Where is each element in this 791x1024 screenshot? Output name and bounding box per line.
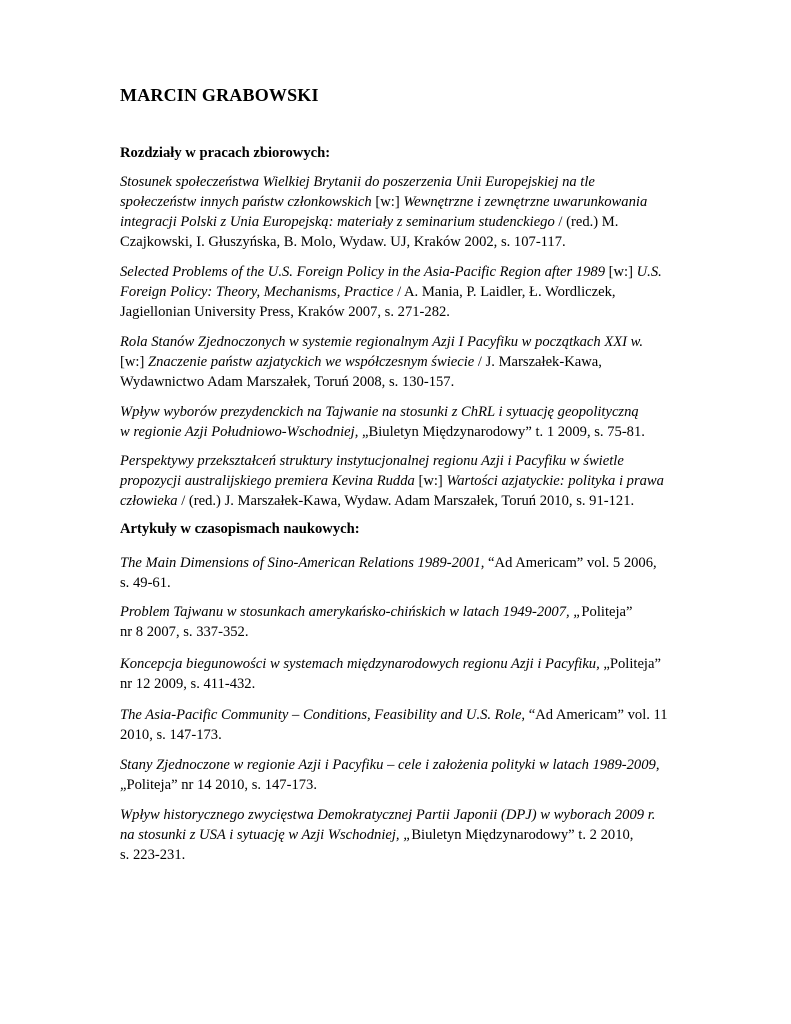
entry-text: nr 8 2007, s. 337-352. <box>120 624 249 640</box>
entry-text: Jagiellonian University Press, Kraków 2007, s. 271-282. <box>120 304 450 320</box>
entry-text: / (red.) M. <box>554 214 619 230</box>
entry-line <box>120 212 680 232</box>
entry-text: “Ad Americam” vol. 11 <box>525 707 668 723</box>
entry-line <box>120 422 680 442</box>
entry-line <box>120 805 680 825</box>
entry-text: s. 223-231. <box>120 847 186 863</box>
entry-text: „Politeja” nr 14 2010, s. 147-173. <box>120 777 317 793</box>
entry-line <box>120 262 680 282</box>
entry-line <box>120 775 680 795</box>
entry-text: [w:] <box>371 194 404 210</box>
entry-line <box>120 471 680 491</box>
entry-line <box>120 825 680 845</box>
entry-text: Biuletyn Międzynarodowy” t. 2 2010, <box>411 827 634 843</box>
entry-title-text: Foreign Policy: Theory, Mechanisms, Practice <box>120 284 394 300</box>
entry-title-text: Perspektywy przekształceń struktury instytucjonalnej regionu Azji i Pacyfiku w świetle <box>120 453 624 469</box>
entry-line <box>120 192 680 212</box>
entry-title-text: Znaczenie państw azjatyckich we współczesnym świecie <box>147 354 475 370</box>
entry-text: [w:] <box>414 473 447 489</box>
entry-text: „Politeja” <box>599 656 661 672</box>
entry-line <box>120 705 680 725</box>
entry-text: [w:] <box>605 264 637 280</box>
entry-title-text: Selected Problems of the U.S. Foreign Policy in the Asia-Pacific Region after 1989 <box>120 264 605 280</box>
entry-title-text: Wpływ wyborów prezydenckich na Tajwanie na stosunki z ChRL i sytuację geopolityczną <box>120 404 639 420</box>
entry-title-text: Wpływ historycznego zwycięstwa Demokratycznej Partii Japonii (DPJ) w wyborach 2009 r. <box>120 807 656 823</box>
entry-text: “Ad Americam” vol. 5 2006, <box>484 555 657 571</box>
entry-line <box>120 352 680 372</box>
bibliography-entry <box>120 705 680 745</box>
entry-text: „Biuletyn Międzynarodowy” t. 1 2009, s. 75-81. <box>358 424 645 440</box>
bibliography-entry <box>120 402 680 442</box>
entry-text: nr 12 2009, s. 411-432. <box>120 676 256 692</box>
entry-title-text: społeczeństw innych państw członkowskich <box>120 194 372 210</box>
bibliography-entry <box>120 262 680 322</box>
entry-line <box>120 402 680 422</box>
entry-title-text: Koncepcja biegunowości w systemach międzynarodowych regionu Azji i Pacyfiku, <box>120 656 600 672</box>
entry-line <box>120 491 680 511</box>
author-name: MARCIN GRABOWSKI <box>120 85 319 105</box>
entry-title-text: na stosunki z USA i sytuację w Azji Wschodniej, „ <box>120 827 412 843</box>
entry-text: 2010, s. 147-173. <box>120 727 222 743</box>
entry-text: s. 49-61. <box>120 575 171 591</box>
bibliography-entry <box>120 805 680 865</box>
entry-line <box>120 451 680 471</box>
bibliography-entry <box>120 654 680 694</box>
entry-line <box>120 725 680 745</box>
entry-line <box>120 622 680 642</box>
entry-title-text: The Main Dimensions of Sino-American Relations 1989-2001, <box>120 555 485 571</box>
entry-title-text: Wewnętrzne i zewnętrzne uwarunkowania <box>403 194 648 210</box>
entry-text: / J. Marszałek-Kawa, <box>474 354 602 370</box>
entry-title-text: Stosunek społeczeństwa Wielkiej Brytanii do poszerzenia Unii Europejskiej na tle <box>120 174 595 190</box>
bibliography-entry <box>120 755 680 795</box>
entry-title-text: człowieka <box>120 493 178 509</box>
entry-title-text: w regionie Azji Południowo-Wschodniej, <box>120 424 359 440</box>
section-heading-chapters: Rozdziały w pracach zbiorowych: <box>120 145 331 161</box>
entry-text: Wydawnictwo Adam Marszałek, Toruń 2008, s. 130-157. <box>120 374 455 390</box>
entry-line <box>120 755 680 775</box>
bibliography-entry <box>120 332 680 392</box>
entry-line <box>120 602 680 622</box>
entry-line <box>120 372 680 392</box>
entry-text: / A. Mania, P. Laidler, Ł. Wordliczek, <box>393 284 616 300</box>
entry-line <box>120 573 680 593</box>
entry-title-text: The Asia-Pacific Community – Conditions, Feasibility and U.S. Role, <box>120 707 526 723</box>
bibliography-entry <box>120 451 680 511</box>
entry-line <box>120 674 680 694</box>
entry-text: Czajkowski, I. Głuszyńska, B. Molo, Wydaw. UJ, Kraków 2002, s. 107-117. <box>120 234 566 250</box>
bibliography-entry <box>120 172 680 252</box>
entry-line <box>120 282 680 302</box>
entry-line <box>120 845 680 865</box>
entry-line <box>120 172 680 192</box>
section-heading-articles: Artykuły w czasopismach naukowych: <box>120 521 360 537</box>
entry-title-text: Wartości azjatyckie: polityka i prawa <box>446 473 664 489</box>
entry-line <box>120 553 680 573</box>
entry-text: [w:] <box>120 354 148 370</box>
entry-text: Politeja” <box>581 604 633 620</box>
entry-title-text: Rola Stanów Zjednoczonych w systemie regionalnym Azji I Pacyfiku w początkach XXI w. <box>120 334 643 350</box>
entry-title-text: integracji Polski z Unia Europejską: materiały z seminarium studenckiego <box>120 214 555 230</box>
entry-title-text: Stany Zjednoczone w regionie Azji i Pacyfiku – cele i założenia polityki w latach 1989-2009, <box>120 757 660 773</box>
entry-line <box>120 232 680 252</box>
entry-title-text: Problem Tajwanu w stosunkach amerykańsko-chińskich w latach 1949-2007, „ <box>120 604 582 620</box>
entry-text: / (red.) J. Marszałek-Kawa, Wydaw. Adam Marszałek, Toruń 2010, s. 91-121. <box>177 493 635 509</box>
entry-title-text: U.S. <box>636 264 662 280</box>
bibliography-entry <box>120 553 680 593</box>
entry-line <box>120 302 680 322</box>
bibliography-entry <box>120 602 680 642</box>
entry-title-text: propozycji australijskiego premiera Kevina Rudda <box>120 473 415 489</box>
entry-line <box>120 332 680 352</box>
entry-line <box>120 654 680 674</box>
